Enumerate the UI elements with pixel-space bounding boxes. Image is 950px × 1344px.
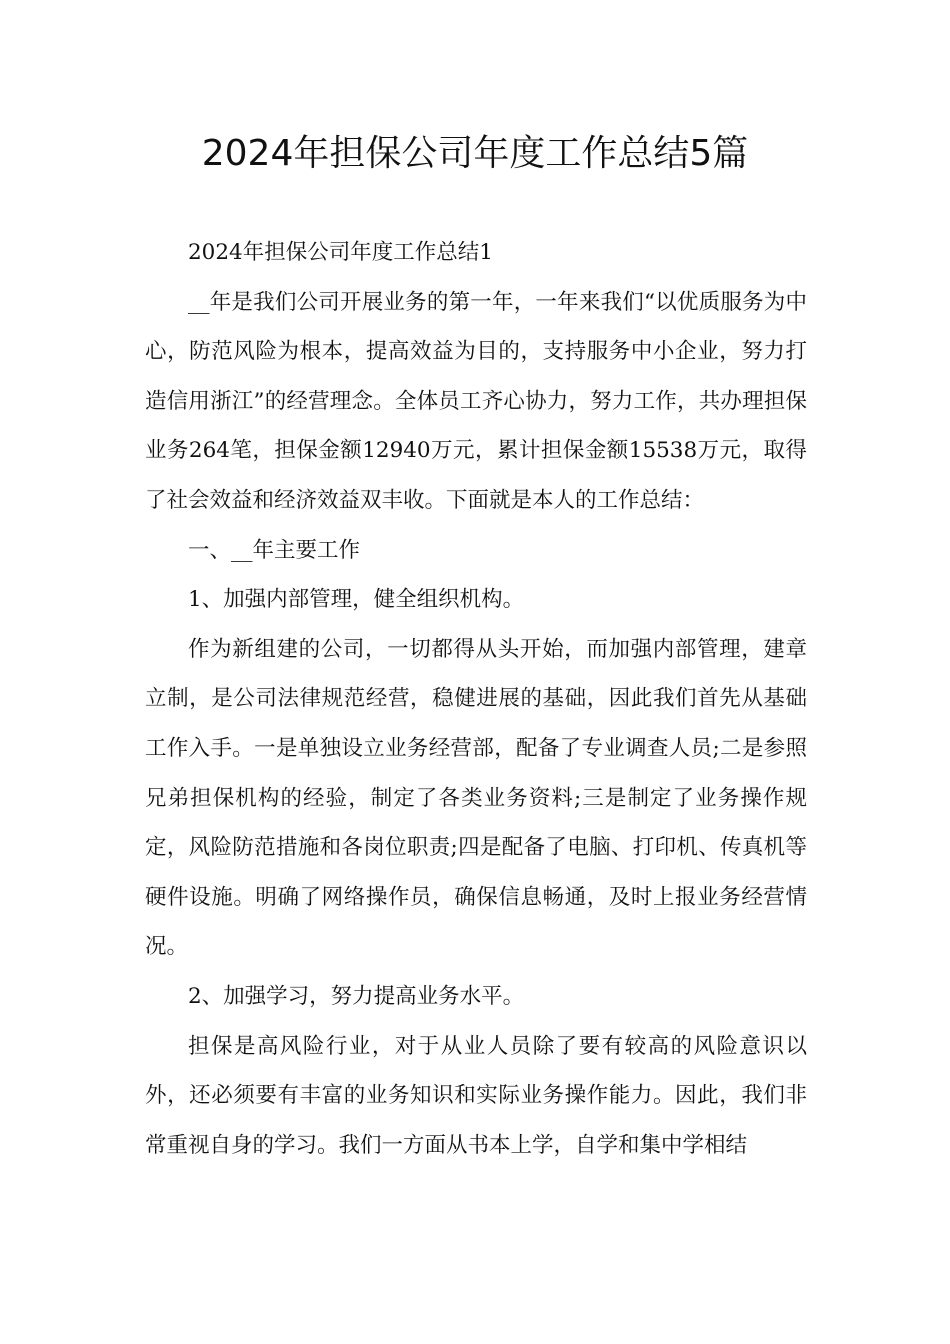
body-paragraph: 作为新组建的公司，一切都得从头开始，而加强内部管理，建章立制，是公司法律规范经营，稳健进展的基础，因此我们首先从基础工作入手。一是单独设立业务经营部，配备了专业调查人员;二是参照兄弟担保机构的经验，制定了各类业务资料;三是制定了业务操作规定，风险防范措施和各岗位职责;四是配备了电脑、打印机、传真机等硬件设施。明确了网络操作员，确保信息畅通，及时上报业务经营情况。 (145, 636, 807, 960)
subsection-heading: 2、加强学习，努力提高业务水平。 (188, 983, 525, 1009)
section-heading: 一、__年主要工作 (188, 537, 361, 563)
document-title: 2024年担保公司年度工作总结5篇 (201, 133, 749, 174)
body-paragraph: __年是我们公司开展业务的第一年，一年来我们“以优质服务为中心，防范风险为根本，提高效益为目的，支持服务中小企业，努力打造信用浙江”的经营理念。全体员工齐心协力，努力工作，共办理担保业务264笔，担保金额12940万元，累计担保金额15538万元，取得了社会效益和经济效益双丰收。下面就是本人的工作总结： (145, 289, 807, 513)
section-heading: 2024年担保公司年度工作总结1 (188, 240, 493, 265)
body-paragraph: 担保是高风险行业，对于从业人员除了要有较高的风险意识以外，还必须要有丰富的业务知识和实际业务操作能力。因此，我们非常重视自身的学习。我们一方面从书本上学，自学和集中学相结 (145, 1033, 807, 1158)
document-body (145, 228, 807, 1170)
subsection-heading: 1、加强内部管理，健全组织机构。 (188, 587, 525, 613)
